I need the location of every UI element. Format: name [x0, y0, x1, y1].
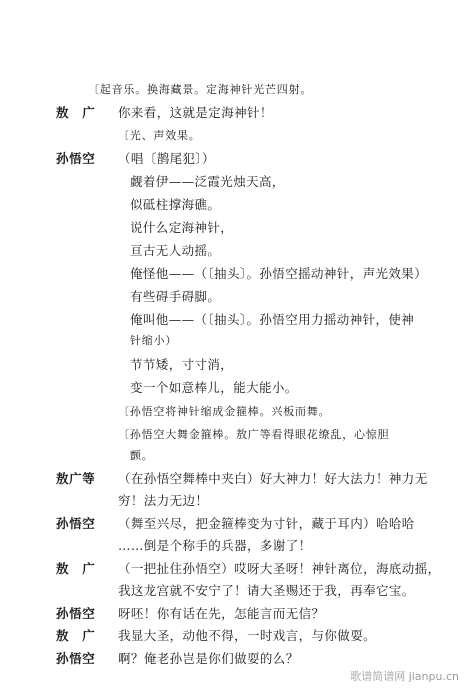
- speaker-label: 孙悟空: [56, 606, 96, 621]
- dialogue-text: 你来看，这就是定海神针！: [118, 105, 273, 120]
- speaker-label: 敖 广: [56, 105, 96, 120]
- lyric-line: 觑着伊——泛霞光烛天高，: [130, 174, 285, 189]
- dialogue-text: （在孙悟空舞棒中夹白）好大神力！好大法力！神力无: [118, 471, 428, 486]
- dialogue-text: 我这龙宫就不安宁了！请大圣赐还于我，再奉它宝。: [118, 583, 415, 598]
- stage-direction: 颤。: [130, 449, 154, 462]
- stage-direction: 针缩小）: [130, 334, 178, 347]
- stage-direction: 〔起音乐。换海藏景。定海神针光芒四射。: [88, 83, 313, 96]
- speaker-label: 孙悟空: [56, 151, 96, 166]
- dialogue-text: 穷！法力无边！: [118, 493, 209, 508]
- dialogue-text: 我显大圣，动他不得，一时戏言，与你做耍。: [118, 628, 377, 643]
- stage-direction: 〔孙悟空大舞金箍棒。敖广等看得眼花缭乱，心惊胆: [118, 428, 390, 441]
- lyric-line: 有些碍手碍脚。: [130, 289, 221, 304]
- speaker-label: 孙悟空: [56, 651, 96, 666]
- speaker-label: 敖广等: [56, 471, 96, 486]
- dialogue-text: 啊？俺老孙岂是你们做耍的么？: [118, 651, 299, 666]
- dialogue-text: 呀呸！你有话在先，怎能言而无信？: [118, 606, 325, 621]
- watermark: 歌谱简谱网 jianpu.cn: [350, 670, 459, 683]
- lyric-line: 节节矮，寸寸消，: [130, 357, 234, 372]
- speaker-label: 孙悟空: [56, 516, 96, 531]
- stage-direction: 〔孙悟空将神针缩成金箍棒。兴板而舞。: [118, 405, 331, 418]
- dialogue-text: （舞至兴尽，把金箍棒变为寸针，藏于耳内）哈哈哈: [118, 516, 415, 531]
- lyric-line: 说什么定海神针，: [130, 220, 234, 235]
- speaker-label: 敖 广: [56, 628, 96, 643]
- lyric-line: 似砥柱撑海礁。: [130, 197, 221, 212]
- speaker-label: 敖 广: [56, 561, 96, 576]
- dialogue-text: ……倒是个称手的兵器，多谢了！: [118, 538, 312, 553]
- dialogue-text: （唱〔鹊尾犯〕）: [118, 151, 215, 166]
- lyric-line: 俺叫他——（〔抽头〕。孙悟空用力摇动神针，使神: [130, 312, 415, 327]
- lyric-line: 变一个如意棒儿，能大能小。: [130, 380, 298, 395]
- lyric-line: 俺怪他——（〔抽头〕。孙悟空摇动神针，声光效果）: [130, 266, 428, 281]
- stage-direction: 〔光、声效果。: [118, 129, 201, 142]
- lyric-line: 亘古无人动摇。: [130, 243, 221, 258]
- dialogue-text: （一把扯住孙悟空）哎呀大圣呀！神针离位，海底动摇，: [118, 561, 441, 576]
